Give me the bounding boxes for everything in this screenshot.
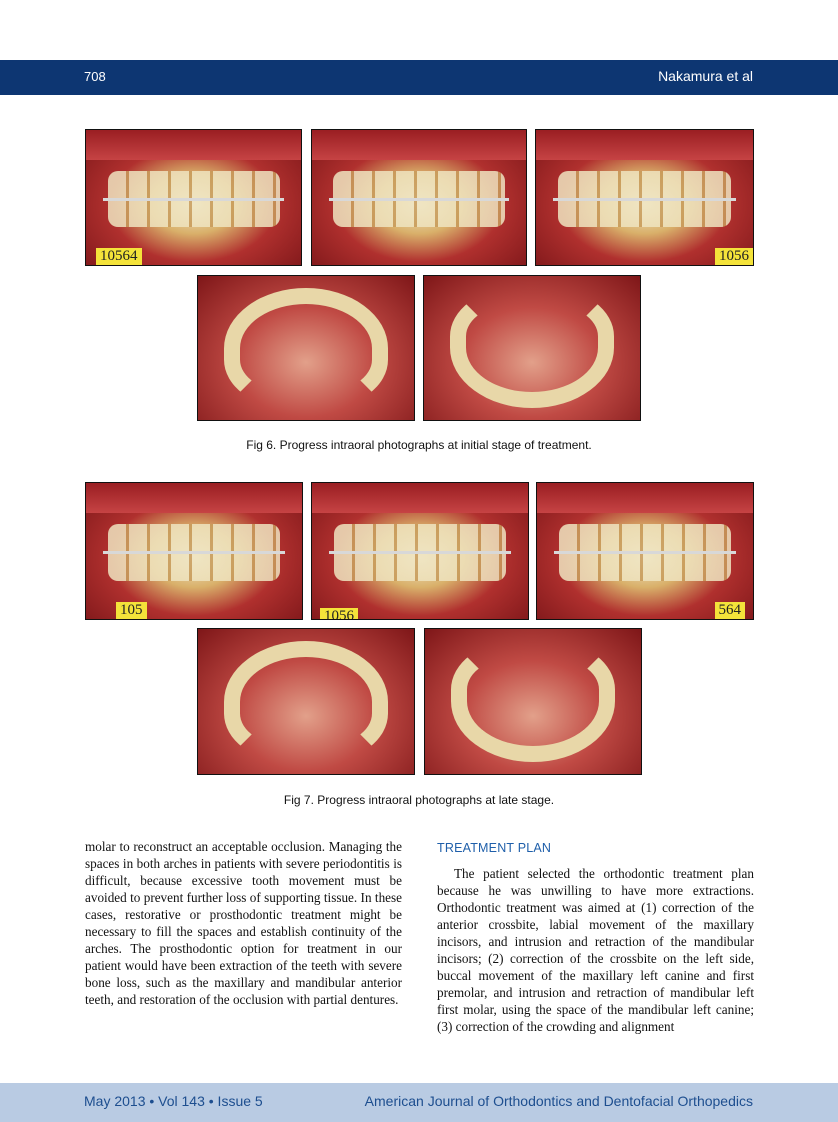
running-header [0, 60, 838, 95]
fig6-photo-maxillary-occlusal [197, 275, 415, 421]
running-author: Nakamura et al [658, 68, 753, 84]
gingiva [536, 130, 753, 160]
fig7-photo-left-lateral [536, 482, 754, 620]
dental-arch [450, 288, 614, 409]
section-heading-treatment-plan: TREATMENT PLAN [437, 841, 552, 855]
gingiva [312, 130, 526, 160]
photo-label-tag: 1056 [320, 608, 358, 620]
fig6-photo-mandibular-occlusal [423, 275, 641, 421]
issue-info: May 2013 • Vol 143 • Issue 5 [84, 1093, 263, 1109]
body-paragraph: The patient selected the orthodontic treatment plan because he was unwilling to have more extractions. Orthodontic treatment was aimed at (1) correction of the anterior crossbite, labial movement of the maxillary incisors, and intrusion and retraction of the mandibular incisors; (2) correction of the crossbite on the left side, buccal movement of the maxillary left canine and first premolar, and intrusion and retraction of mandibular left first molar, using the space of the mandibular left canine; (3) correction of the crowding and alignment [437, 866, 754, 1034]
archwire [553, 198, 735, 201]
fig7-photo-right-lateral [85, 482, 303, 620]
fig6-photo-left-lateral [535, 129, 754, 266]
archwire [329, 551, 510, 554]
page-number: 708 [84, 69, 106, 84]
fig7-photo-maxillary-occlusal [197, 628, 415, 775]
figure-6-caption: Fig 6. Progress intraoral photographs at initial stage of treatment. [246, 438, 592, 452]
left-column [85, 838, 402, 1008]
gingiva [86, 483, 302, 513]
dental-arch [451, 641, 615, 763]
photo-label-tag: 10564 [96, 248, 142, 265]
fig6-photo-right-lateral [85, 129, 302, 266]
dental-arch [224, 288, 388, 409]
right-column [437, 838, 754, 1035]
running-footer [0, 1083, 838, 1122]
photo-label-tag: 105 [116, 602, 147, 619]
archwire [329, 198, 509, 201]
photo-label-tag: 564 [715, 602, 746, 619]
journal-name: American Journal of Orthodontics and Dentofacial Orthopedics [364, 1093, 753, 1109]
archwire [554, 551, 735, 554]
body-paragraph: molar to reconstruct an acceptable occlusion. Managing the spaces in both arches in patients with severe periodontitis is difficult, because excessive tooth movement must be avoided to prevent further loss of supporting tissue. In these cases, restorative or prosthodontic treatment might be necessary to fill the spaces and establish continuity of the arches. The prosthodontic option for treatment in our patient would have been extraction of the teeth with severe bone loss, such as the maxillary and mandibular anterior teeth, and restoration of the occlusion with partial dentures. [85, 839, 402, 1007]
dental-arch [224, 641, 388, 763]
archwire [103, 198, 284, 201]
gingiva [537, 483, 753, 513]
figure-7-caption: Fig 7. Progress intraoral photographs at late stage. [283, 793, 555, 807]
fig6-photo-frontal [311, 129, 527, 266]
fig7-photo-mandibular-occlusal [424, 628, 642, 775]
photo-label-tag: 1056 [715, 248, 753, 265]
gingiva [86, 130, 301, 160]
gingiva [312, 483, 528, 513]
fig7-photo-frontal [311, 482, 529, 620]
archwire [103, 551, 284, 554]
